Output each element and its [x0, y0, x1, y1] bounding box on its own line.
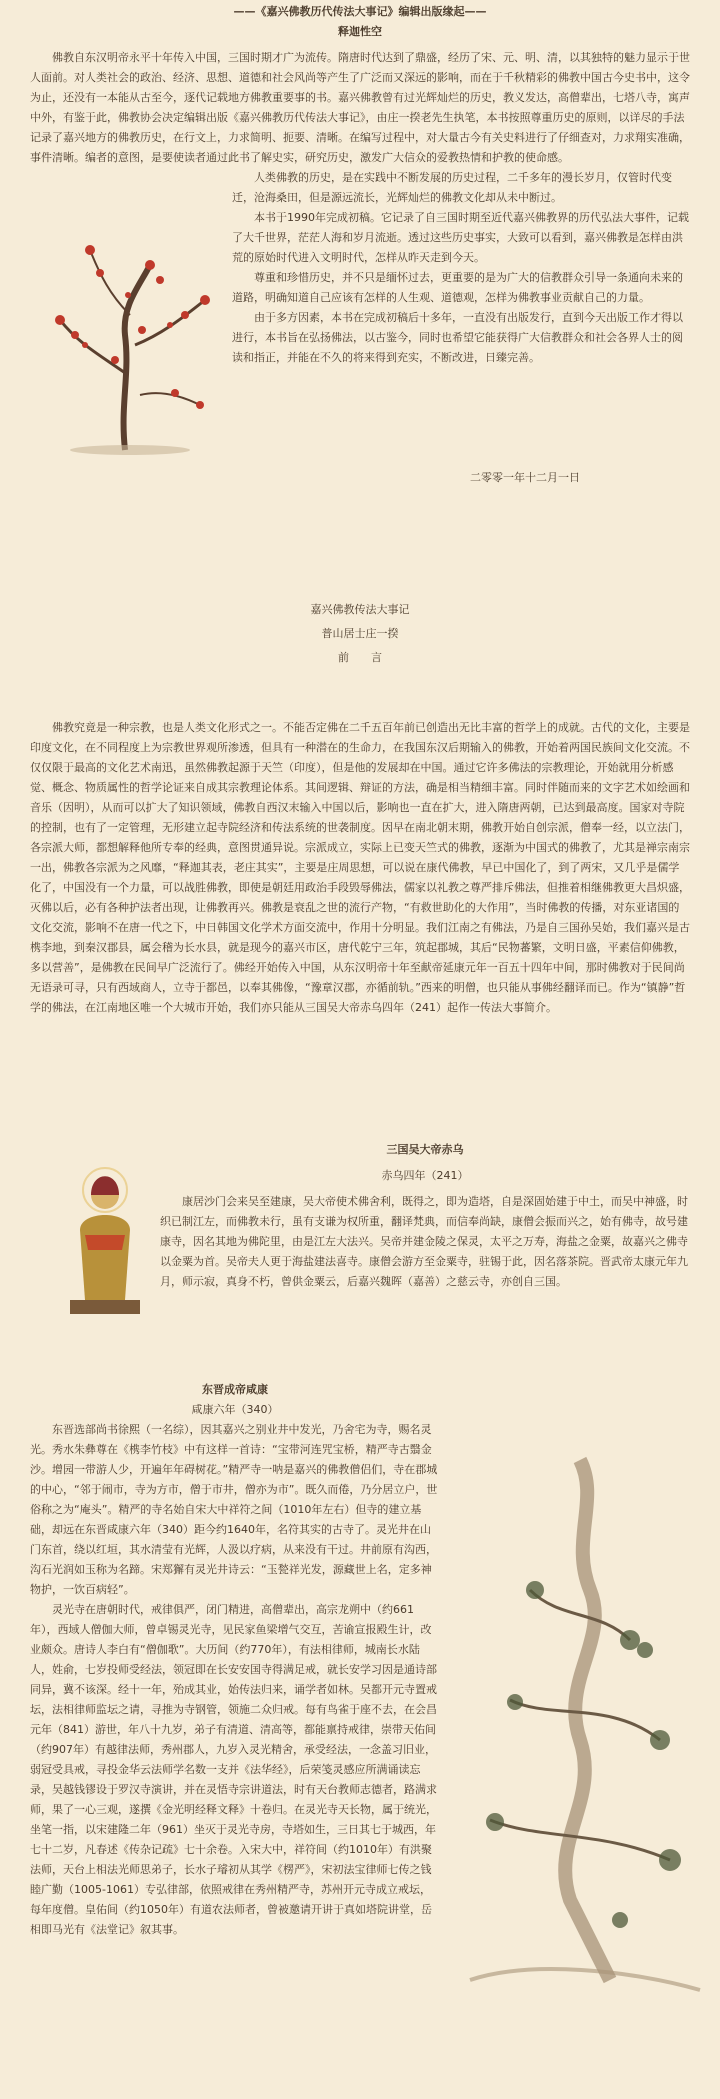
- preface1-paragraph: 佛教自东汉明帝永平十年传入中国，三国时期才广为流传。隋唐时代达到了鼎盛，经历了宋、元、明、清，以其独特的魅力显示于世人面前。对人类社会的政治、经济、思想、道德和社会风尚等产生了广泛而又深远的影响，而在于千秋精彩的佛教中国古今史书中，这令为止，还没有一本能从古至今，逐代记载地方佛教重要事的书。嘉兴佛教曾有过光辉灿烂的历史，教义发达，高僧辈出，七塔八寺，寓声中外，有鉴于此，佛教协会决定编辑出版《嘉兴佛教历代传法大事记》，由庄一揆老先生执笔，本书按照尊重历史的原则，以详尽的手法记录了嘉兴地方的佛教历史，在行文上，力求简明、扼要、清晰。在编写过程中，对大量古今有关史料进行了仔细查对，力求翔实准确，事件清晰。编者的意图，是要使读者通过此书了解史实，研究历史，激发广大信众的爱教热情和护教的使命感。: [30, 51, 690, 164]
- book-title: 嘉兴佛教传法大事记: [310, 603, 410, 616]
- section-jin-title: 东晋成帝咸康: [202, 1383, 268, 1396]
- preface1-date: 二零零一年十二月一日: [470, 471, 580, 484]
- author-name: 释迦性空: [338, 25, 382, 38]
- section-wu-text: 康居沙门会来吴至建康，吴大帝使术佛舍利，既得之，即为造塔，自是深固始建于中土，而吴中神盛，时织已制江左，而佛教未行，虽有支谦为权所重，翻译梵典，而信奉尚缺，康僧会振而兴之，始有佛寺，故号建康寺，因名其地为佛陀里，由是江左大法兴。吴帝并建金陵之保灵，太平之万寿，海盐之金粟，故嘉兴之佛寺以金粟为首。吴帝夫人更于海盐建法喜寺。康僧会游方至金粟寺，驻锡于此，因名落茶院。晋武帝太康元年九月，师示寂，真身不朽，曾供金粟云，后嘉兴魏晖（嘉善）之慈云寺，亦创自三国。: [160, 1195, 688, 1288]
- preface1-paragraph: 由于多方因素，本书在完成初稿后十多年，一直没有出版发行，直到今天出版工作才得以进行，本书旨在弘扬佛法，以古鉴今，同时也希望它能获得广大信教群众和社会各界人士的阅读和指正，并能在不久的将来得到充实，不断改进，日臻完善。: [232, 311, 683, 364]
- section-wu-era: 赤乌四年（241）: [381, 1169, 469, 1182]
- preface1-paragraph: 尊重和珍惜历史，并不只是缅怀过去，更重要的是为广大的信教群众引导一条通向未来的道路，明确知道自己应该有怎样的人生观、道德观，怎样为佛教事业贡献自己的力量。: [232, 271, 683, 304]
- section-jin-paragraph: 东晋选部尚书徐熙（一名综），因其嘉兴之别业井中发光，乃舍宅为寺，赐名灵光。秀水朱彝尊在《槜李竹枝》中有这样一首诗：“宝带河连咒宝桥，精严寺古翳金沙。增园一带游人少，开遍年年碍树花。”精严寺一呐是嘉兴的佛教僧侣们，寺在郡城的中心，“邻于闹市，寺为方市，僧于市井，僧亦为市”。既久而倦，乃分居立户，世俗称之为“庵头”。精严的寺名始自宋大中祥符之间（1010年左右）但寺的建立基础，却远在东晋咸康六年（340）距今约1640年，名符其实的古寺了。灵光井在山门东首，绕以红垣，其水清莹有光辉，人汲以疗病，从来没有干过。井前原有沟西，沟石光润如玉称为名蹄。宋郑獬有灵光井诗云：“玉甃祥光发，源藏世上名，定多神物护，一饮百病轻”。: [30, 1423, 438, 1596]
- section-jin-paragraph: 灵光寺在唐朝时代，戒律俱严，闭门精进，高僧辈出，高宗龙朔中（约661年），西域人僧伽大师，曾卓锡灵光寺，见民家鱼梁增气交互，苦谕宣报殿生计，改业颇众。唐诗人李白有“僧伽歌”。大历间（约770年），有法相律师，城南长水陆人，姓俞，七岁投师受经法，领冠即在长安安国寺得满足戒，就长安学习因是通诗部同异，冀不该深。经十一年，殆成其业，始传法归来，诵学者如林。吴都开元寺置戒坛，法相律师监坛之请，寻推为寺钢管，领施二众归戒。每有鸟雀于座不去，在会昌元年（841）游世，年八十九岁，弟子有清道、清高等，都能禀持戒律，崇带天佑间（约907年）有越律法师，秀州郡人，九岁入灵光精舍，承受经法，一念盖习旧业，弱冠受具戒，寻投金华云法师学名数一支并《法华经》，后荣笺灵感应所满诵读忘录，吴越钱镠设于罗汉寺演讲，并在灵悟寺宗讲道法，时有天台教师志德者，路满求师，果了一心三观，遂撰《金光明经释文释》十卷归。在灵光寺天长物，属于统光，坐笔一指，以宋建隆二年（961）坐灭于灵光寺房，寺塔如生，三日其七于城西，年七十二岁，凡春述《传杂记疏》七十余卷。入宋大中，祥符间（约1010年）有洪聚法师，天台上相法光师思弟子，长水子璿初从其学《楞严》，宋初法宝律师七传之钱睦广勤（1005-1061）专弘律部，依照戒律在秀州精严寺，苏州开元寺成立戒坛，每年度僧。皇佑间（约1050年）有道农法师者，曾被邀请开讲于真如塔院讲堂，岳相即马光有《法堂记》叙其事。: [30, 1603, 437, 1936]
- preface-heading: 前 言: [338, 651, 382, 664]
- section-wu-title: 三国吴大帝赤乌: [386, 1143, 464, 1156]
- page-title: ——《嘉兴佛教历代传法大事记》编辑出版缘起——: [233, 5, 487, 18]
- mountain-landscape-illustration: [450, 1440, 710, 2000]
- buddha-statue-illustration: [60, 1150, 150, 1320]
- preface1-paragraph: 人类佛教的历史，是在实践中不断发展的历史过程，二千多年的漫长岁月，仅管时代变迁，沧海桑田，但是源远流长，光辉灿烂的佛教文化却从未中断过。: [232, 171, 672, 204]
- plum-blossom-illustration: [30, 225, 230, 455]
- preface2-text: 佛教究竟是一种宗教，也是人类文化形式之一。不能否定佛在二千五百年前已创造出无比丰富的哲学上的成就。古代的文化，主要是印度文化，在不同程度上为宗教世界观所渗透，但具有一种潜在的生命力，在我国东汉后期输入的佛教，开始着两国民族间文化交流。不仅仅限于最高的文化艺术南迅，虽然佛教起源于天竺（印度），但是他的发展却在中国。通过它许多佛法的宗教理论，开始就用分析感觉、概念、物质属性的哲学论证来自成其宗教理论体系。其间逻辑、辩证的方法，确是相当精细丰富。同时伴随而来的文字艺术如绘画和音乐（因明），从而可以扩大了知识领域，佛教自西汉末输入中国以后，影响也一直在扩大，进入隋唐两朝，已达到最高度。国家对寺院的控制，也有了一定管理，无形建立起寺院经济和传法系统的世袭制度。因早在南北朝末期，佛教开始自创宗派，僧奉一经，以立法门，各宗派大师，都想解释他所专奉的经典，意图贯通异说。宗派成立，实际上已变天竺式的佛教，逐渐为中国式的佛教了，尤其是禅宗南宗一出，佛教各宗派为之风靡，“释迦其表，老庄其实”，主要是庄周思想，可以说在康代佛教，早已中国化了，到了两宋，又几乎是儒学化了，中国没有一个力量，可以战胜佛教，即使是朝廷用政治手段毁辱佛法，儒家以礼教之尊严排斥佛法，但推着相继佛教更大昌炽盛，灭佛以后，必有各种护法者出现，让佛教再兴。佛教是衰乱之世的流行产物，“有救世助化的大作用”，当时佛教的传播，对东亚诸国的文化交流，影响不在唐一代之下，中日韩国文化学术方面交流中，作用十分明显。我们江南之有佛法，乃是自三国孙吴始，我们嘉兴是古槜李地，到秦汉郡县，属会稽为长水县，就是现今的嘉兴市区，唐代乾宁三年，筑起郡城，其后“民物蕃繁，文明日盛，平素信仰佛教，多以营善”，是佛教在民间早广泛流行了。佛经开始传入中国，从东汉明帝十年至献帝延康元年一百五十四年中间，那时佛教对于民间尚无语录可寻，只有西域商人，立寺于都邑，以奉其佛像，“豫章汉郡，亦循前轨。”西来的明僧，也只能从事佛经翻译而已。作为“镇静”哲学的佛法，在江南地区唯一个大城市开始，我们亦只能从三国吴大帝赤乌四年（241）起作一传法大事简介。: [30, 721, 690, 1014]
- preface1-paragraph: 本书于1990年完成初稿。它记录了自三国时期至近代嘉兴佛教界的历代弘法大事件，记载了大千世界，茫茫人海和岁月流逝。透过这些历史事实，大致可以看到，嘉兴佛教是怎样由洪荒的原始时代进入文明时代，怎样从昨天走到今天。: [232, 211, 689, 264]
- section-jin-era: 咸康六年（340）: [191, 1403, 279, 1416]
- compiler-name: 普山居士庄一揆: [321, 627, 399, 640]
